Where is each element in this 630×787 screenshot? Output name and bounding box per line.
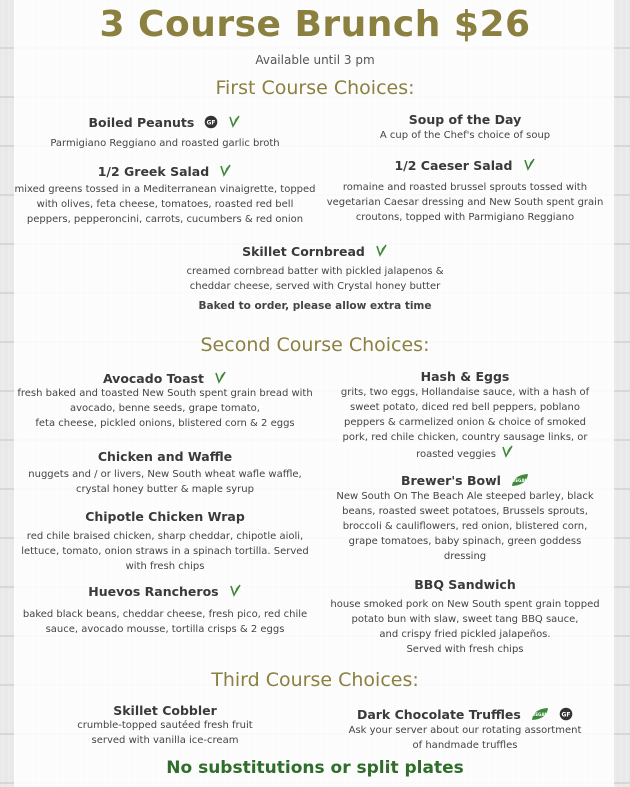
desc-line: New South On The Beach Ale steeped barley, black xyxy=(336,491,594,502)
item-name: 1/2 Caeser Salad xyxy=(394,158,513,173)
item-desc: A cup of the Chef's choice of soup xyxy=(379,130,551,141)
item-desc xyxy=(320,385,610,462)
desc-line: mixed greens tossed in a Mediterranean vinaigrette, topped xyxy=(14,184,316,195)
item-brewers-bowl xyxy=(320,470,610,489)
desc-line: sweet potato, diced red bell peppers, poblano xyxy=(349,402,580,413)
cornbread-note: Baked to order, please allow extra time xyxy=(198,300,432,312)
menu-title: 3 Course Brunch $26 xyxy=(99,4,531,45)
item-hash-eggs xyxy=(320,366,610,385)
gf-badge-icon xyxy=(204,115,218,129)
item-huevos-rancheros xyxy=(20,581,310,600)
item-desc xyxy=(20,718,310,748)
desc-line: served with vanilla ice-cream xyxy=(91,735,239,746)
svg-text:VEGAN: VEGAN xyxy=(532,712,548,717)
item-desc xyxy=(10,607,320,637)
desc-line: grape tomatoes, baby spinach, green goddess xyxy=(348,536,582,547)
item-desc xyxy=(15,467,315,497)
desc-line: croutons, topped with Parmigiano Reggiano xyxy=(355,212,575,223)
item-name: Boiled Peanuts xyxy=(88,115,195,130)
item-skillet-cornbread xyxy=(170,241,460,260)
item-bbq-sandwich xyxy=(320,574,610,593)
vegetarian-leaf-icon xyxy=(227,115,241,129)
item-name: Brewer's Bowl xyxy=(400,473,501,488)
desc-line: peppers, pepperoncini, carrots, cucumbers & red onion xyxy=(26,214,304,225)
item-desc xyxy=(320,597,610,657)
desc-line: with olives, feta cheese, tomatoes, roasted red bell xyxy=(36,199,294,210)
item-name: Skillet Cobbler xyxy=(113,703,217,718)
item-skillet-cobbler xyxy=(20,700,310,719)
desc-line: of handmade truffles xyxy=(412,740,518,751)
desc-line: beans, roasted sweet potatoes, Brussels sprouts, xyxy=(342,506,588,517)
vegetarian-leaf-icon xyxy=(522,158,536,172)
gf-badge-icon xyxy=(559,707,573,721)
desc-line: grits, two eggs, Hollandaise sauce, with a hash of xyxy=(340,387,590,398)
item-name: BBQ Sandwich xyxy=(414,577,516,592)
desc-line: feta cheese, pickled onions, blistered corn & 2 eggs xyxy=(35,418,295,429)
svg-text:VEGAN: VEGAN xyxy=(512,478,528,483)
desc-line: and crispy fried pickled jalapeños. xyxy=(379,629,551,640)
item-name: Huevos Rancheros xyxy=(88,584,219,599)
item-name: Soup of the Day xyxy=(408,112,522,127)
svg-text:GF: GF xyxy=(561,711,571,719)
item-chicken-waffle xyxy=(20,446,310,465)
svg-text:GF: GF xyxy=(206,119,216,127)
vegetarian-leaf-icon xyxy=(228,584,242,598)
desc-line: Ask your server about our rotating assortment xyxy=(348,725,582,736)
item-desc xyxy=(12,529,318,574)
desc-line: romaine and roasted brussel sprouts tossed with xyxy=(342,182,588,193)
item-desc xyxy=(320,723,610,753)
desc-line: cheddar cheese, served with Crystal honey butter xyxy=(189,281,441,292)
desc-line xyxy=(320,445,610,462)
desc-line: sauce, avocado mousse, tortilla crisps & 2 eggs xyxy=(45,624,285,635)
desc-line: potato bun with slaw, sweet tang BBQ sauce, xyxy=(351,614,579,625)
desc-line: lettuce, tomato, onion straws in a spinach tortilla. Served xyxy=(21,546,309,557)
vegetarian-leaf-icon xyxy=(374,244,388,258)
menu-subtitle: Available until 3 pm xyxy=(255,53,375,67)
item-name: Avocado Toast xyxy=(102,371,204,386)
desc-line: dressing xyxy=(443,551,487,562)
item-name: Hash & Eggs xyxy=(420,369,510,384)
vegan-leaf-badge-icon xyxy=(531,707,549,721)
vegetarian-leaf-icon xyxy=(218,164,232,178)
item-desc xyxy=(320,489,610,564)
desc-line: fresh baked and toasted New South spent grain bread with xyxy=(17,388,313,399)
item-greek-salad xyxy=(20,161,310,180)
third-course-heading: Third Course Choices: xyxy=(211,669,419,691)
desc-line: Served with fresh chips xyxy=(406,644,524,655)
item-avocado-toast xyxy=(20,368,310,387)
item-desc: Parmigiano Reggiano and roasted garlic broth xyxy=(50,138,280,149)
desc-line: house smoked pork on New South spent grain topped xyxy=(330,599,600,610)
desc-line: red chile braised chicken, sharp cheddar, chipotle aioli, xyxy=(26,531,304,542)
item-chipotle-wrap xyxy=(20,506,310,525)
desc-line: creamed cornbread batter with pickled jalapenos & xyxy=(186,266,444,277)
desc-line: crystal honey butter & maple syrup xyxy=(76,484,254,495)
vegetarian-leaf-icon xyxy=(213,371,227,385)
desc-line: baked black beans, cheddar cheese, fresh pico, red chile xyxy=(22,609,308,620)
vegan-leaf-badge-icon xyxy=(511,473,529,487)
desc-line: with fresh chips xyxy=(125,561,205,572)
desc-line: peppers & carmelized onion & choice of smoked xyxy=(344,417,586,428)
item-name: Chicken and Waffle xyxy=(97,449,233,464)
desc-line: broccoli & cauliflowers, red onion, blistered corn, xyxy=(342,521,588,532)
desc-line: crumble-topped sautéed fresh fruit xyxy=(77,720,253,731)
footer-note: No substitutions or split plates xyxy=(166,758,464,778)
item-caeser-salad xyxy=(320,155,610,174)
item-name: Chipotle Chicken Wrap xyxy=(85,509,245,524)
vegetarian-leaf-icon xyxy=(500,445,514,459)
item-name: Dark Chocolate Truffles xyxy=(356,707,521,722)
item-soup xyxy=(320,109,610,128)
desc-line: nuggets and / or livers, New South wheat wafle waffle, xyxy=(28,469,302,480)
second-course-heading: Second Course Choices: xyxy=(200,334,430,356)
desc-line: vegetarian Caesar dressing and New South spent grain xyxy=(326,197,604,208)
item-desc xyxy=(170,264,460,294)
item-name: Skillet Cornbread xyxy=(242,244,365,259)
item-desc xyxy=(320,180,610,225)
item-dark-chocolate-truffles xyxy=(320,704,610,723)
item-name: 1/2 Greek Salad xyxy=(97,164,210,179)
desc-line-text: roasted veggies xyxy=(416,449,496,460)
item-desc xyxy=(10,182,320,227)
desc-line: pork, red chile chicken, country sausage links, or xyxy=(342,432,588,443)
first-course-heading: First Course Choices: xyxy=(215,77,415,99)
desc-line: avocado, benne seeds, grape tomato, xyxy=(70,403,260,414)
item-boiled-peanuts xyxy=(20,112,310,131)
item-desc xyxy=(15,386,315,431)
